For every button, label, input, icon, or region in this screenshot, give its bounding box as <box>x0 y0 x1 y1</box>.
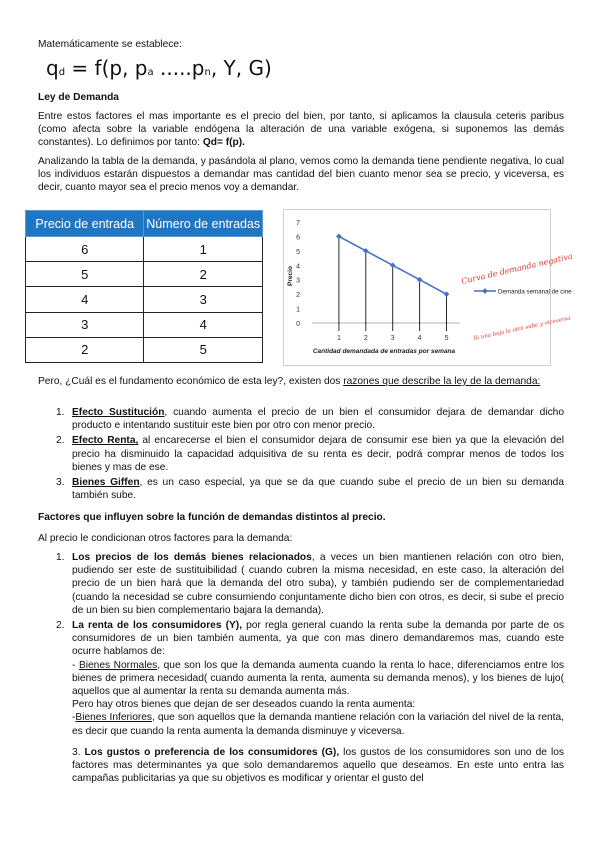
bienes-inferiores-text: , que son aquellos que la demanda mantiene relación con la variación del nivel de la renta, es decir que cuando la renta aumenta la demanda disminuye y viceversa. <box>72 712 564 737</box>
x-tick-label: 5 <box>444 335 449 342</box>
heading-factores: Factores que influyen sobre la función de demandas distintos al precio. <box>38 512 386 523</box>
factor-text: , a veces un bien mantienen relación con otro bien, pudiendo ser este de sustituibilidad ( cuando cubren la misma necesidad, en este caso, la alteración del precio de un bien hará que la demanda del otro suba), y también pudiendo ser de complementariedad (cuando la necesidad se cubre consumiendo conjuntamente dicho bien con otros, es decir, si sube el precio de un bien su bien complementario bajara la demanda). <box>72 552 565 616</box>
table-cell: 5 <box>26 262 144 287</box>
dejan-deseados: Pero hay otros bienes que dejan de ser deseados cuando la renta aumenta: <box>72 699 416 711</box>
y-tick-label: 4 <box>296 263 300 271</box>
table-cell: 3 <box>26 312 144 337</box>
paragraph-fundamento <box>38 375 564 388</box>
intro-text: Matemáticamente se establece: <box>38 39 182 50</box>
x-tick-label: 2 <box>363 335 368 342</box>
bienes-normales: - Bienes Normales, que son los que la demanda aumenta cuando la renta lo hace, diferenciamos entre los bienes de primera necesidad( cuando aumenta la renta, aumenta su demanda menos), y los bienes de lujo( aquellos que al aumentar la renta su demanda aumenta más. <box>72 659 564 698</box>
paragraph-1-text: Entre estos factores el mas importante es el precio del bien, por tanto, si aplicamos la clausula ceteris paribus (como afecta sobre la variable endógena la alteración de una variable exógena, si suponemos las demás constantes). Lo definimos por tanto: <box>38 111 564 149</box>
table-row <box>26 337 263 362</box>
table-cell: 4 <box>26 287 144 312</box>
x-axis-title: Cantidad demandada de entradas por semana <box>312 348 456 355</box>
list-number: 2. <box>56 620 65 632</box>
table-cell: 6 <box>26 237 144 262</box>
table-cell: 1 <box>144 237 263 262</box>
list-number: 3. <box>72 747 81 758</box>
table-row <box>26 312 263 337</box>
formula-q-sub: d <box>58 67 66 78</box>
factor-text: los gustos de los consumidores son uno de los factores mas determinantes ya que solo demandaremos aquello que deseamos. En este unto entra las campañas publicitarias ya que su objetivos es modificar y orientar el gusto del <box>72 747 564 785</box>
data-point <box>390 262 396 268</box>
list-number: 3. <box>56 477 65 489</box>
bienes-normales-text: , que son los que la demanda aumenta cuando la renta lo hace, diferenciamos entre los bienes de primera necesidad( cuando aumenta la renta, aumenta su demanda menos), y los bienes de lujo( aquellos que al aumentar la renta su demanda aumenta más. <box>72 659 564 698</box>
paragraph-3-underlined: razones que describe la ley de la demanda: <box>343 376 541 387</box>
factores-list <box>38 551 564 738</box>
efecto-title: Bienes Giffen <box>72 477 140 489</box>
table-header-numero: Número de entradas <box>144 211 263 237</box>
annotation-viceversa: Si una baja la otra sube y viceversa <box>473 315 572 342</box>
formula-q: q <box>46 56 59 80</box>
paragraph-1-formula: Qd= f(p). <box>202 137 245 149</box>
factor-title: Los gustos o preferencia de los consumidores (G), <box>84 747 340 758</box>
y-tick-label: 6 <box>296 234 300 242</box>
factor-title: La renta de los consumidores (Y), <box>72 620 243 632</box>
x-tick-label: 4 <box>417 335 422 342</box>
y-tick-label: 0 <box>296 321 300 328</box>
paragraph-factores-precio <box>38 110 564 150</box>
table-cell: 4 <box>144 312 263 337</box>
annotation-curva: Curva de demanda negativa <box>460 251 574 286</box>
y-tick-label: 7 <box>296 220 300 227</box>
bienes-normales-label: Bienes Normales <box>78 659 158 671</box>
list-number: 2. <box>56 435 65 447</box>
bienes-inferiores-label: Bienes Inferiores <box>75 712 153 724</box>
table-row <box>26 237 263 262</box>
factor-gustos <box>72 746 564 786</box>
paragraph-3-text: Pero, ¿Cuál es el fundamento económico de esta ley?, existen dos <box>38 376 344 387</box>
demand-table <box>25 210 263 363</box>
list-number: 1. <box>56 552 65 563</box>
list-item <box>38 434 564 474</box>
y-axis-title: Precio <box>287 266 294 286</box>
data-point <box>444 291 450 297</box>
table-cell: 2 <box>144 262 263 287</box>
y-tick-label: 3 <box>296 277 300 285</box>
y-tick-label: 2 <box>296 292 300 300</box>
x-tick-label: 1 <box>336 335 341 342</box>
x-tick-label: 3 <box>390 335 395 342</box>
factor-text: por regla general cuando la renta sube la demanda por parte de os consumidores de un bien también aumenta, ya que con mas dinero demandaremos mas, cuando este ocurre hablamos de: <box>72 620 564 658</box>
table-cell: 3 <box>144 287 263 312</box>
heading-ley-demanda: Ley de Demanda <box>38 92 119 103</box>
legend-marker <box>482 288 488 294</box>
paragraph-analisis-tabla: Analizando la tabla de la demanda, y pasándola al plano, vemos como la demanda tiene pendiente negativa, lo cual los individuos estarán dispuestos a demandar mas cantidad del bien cuanto menor sea se precio, y viceversa, es decir, cuanto mayor sea el precio menos voy a demandar. <box>38 156 564 194</box>
formula-rest: = f(p, pa .....pn, Y, G) <box>71 56 272 80</box>
efecto-title: Efecto Renta, <box>72 435 139 447</box>
bienes-inferiores: -Bienes Inferiores, que son aquellos que la demanda mantiene relación con la variación del nivel de la renta, es decir que cuando la renta aumenta la demanda disminuye y viceversa. <box>72 712 564 737</box>
efecto-text: al encarecerse el bien el consumidor dejara de consumir ese bien ya que la elevación del precio ha disminuido la capacidad adquisitiva de su renta es decir, podrá comprar menos de todos los bienes y mas de ese. <box>72 435 564 473</box>
efectos-list <box>38 406 564 502</box>
table-cell: 5 <box>144 337 263 362</box>
table-header-precio: Precio de entrada <box>26 211 144 237</box>
y-tick-label: 1 <box>296 306 300 314</box>
y-tick-label: 5 <box>296 248 300 256</box>
factor-title: Los precios de los demás bienes relacionados <box>72 552 312 563</box>
list-item <box>38 476 564 502</box>
table-row <box>26 262 263 287</box>
efecto-text: , cuando aumenta el precio de un bien el consumidor dejara de demandar dicho producto e intentando sustituir este bien por otro con menor precio. <box>72 407 564 432</box>
list-item <box>38 406 564 432</box>
paragraph-condicionan: Al precio le condicionan otros factores para la demanda: <box>38 533 293 544</box>
data-point <box>363 248 369 254</box>
list-number: 1. <box>56 407 65 418</box>
demand-chart <box>283 209 574 366</box>
list-item <box>38 551 564 617</box>
table-row <box>26 287 263 312</box>
data-point <box>417 277 423 283</box>
table-cell: 2 <box>26 337 144 362</box>
efecto-title: Efecto Sustitución <box>72 407 165 418</box>
efecto-text: , es un caso especial, ya que se da que cuando sube el precio de un bien su demanda también sube. <box>72 477 565 502</box>
demand-chart-svg <box>284 210 574 365</box>
list-item <box>38 619 564 738</box>
data-point <box>336 234 342 240</box>
legend-label: Demanda semanal de cine <box>498 288 572 296</box>
demand-formula <box>46 56 272 86</box>
